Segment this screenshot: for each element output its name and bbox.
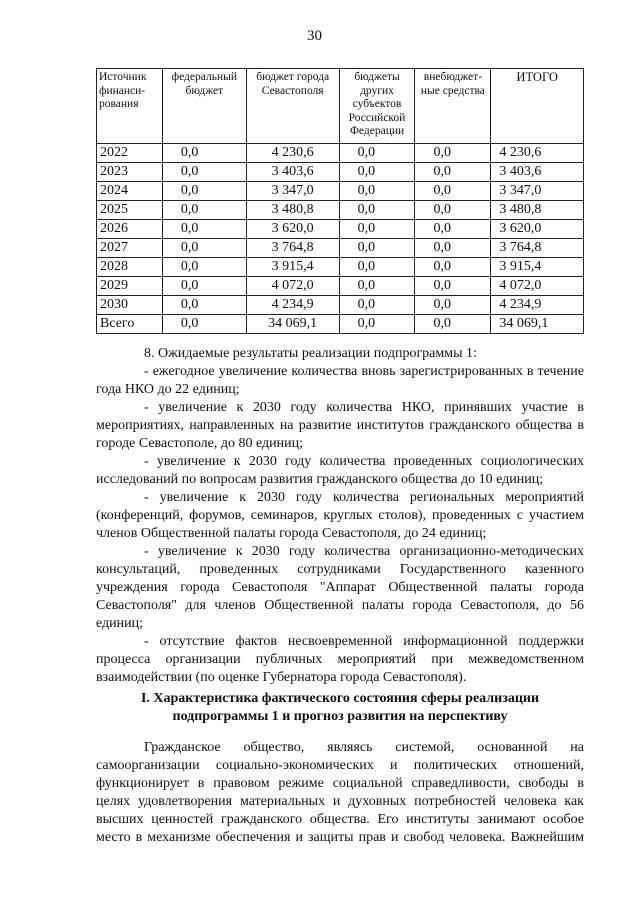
- cell-year: 2024: [97, 181, 163, 200]
- cell-federal: 0,0: [162, 295, 246, 314]
- cell-year: 2025: [97, 200, 163, 219]
- financing-table: [96, 68, 584, 334]
- section-heading-line2: подпрограммы 1 и прогноз развития на перспективу: [172, 709, 508, 724]
- cell-city: 4 230,6: [246, 143, 339, 162]
- header-other-subjects: бюджеты других субъектов Российской Федерации: [339, 69, 415, 144]
- table-row: [97, 143, 584, 162]
- header-source: Источник финанси-рования: [97, 69, 163, 144]
- cell-extrabudget: 0,0: [415, 200, 491, 219]
- cell-federal: 0,0: [162, 162, 246, 181]
- cell-other-subjects: 0,0: [339, 200, 415, 219]
- cell-other-subjects: 0,0: [339, 257, 415, 276]
- cell-federal: 0,0: [162, 200, 246, 219]
- cell-city: 4 234,9: [246, 295, 339, 314]
- cell-extrabudget: 0,0: [415, 276, 491, 295]
- cell-federal: 0,0: [162, 181, 246, 200]
- cell-year: 2029: [97, 276, 163, 295]
- table-row: [97, 219, 584, 238]
- table-row: [97, 181, 584, 200]
- result-item: - отсутствие фактов несвоевременной информационной поддержки процесса организации публичных мероприятий при межведомственном взаимодействии (по оценке Губернатора города Севастополя).: [96, 634, 584, 685]
- header-federal: федеральный бюджет: [162, 69, 246, 144]
- cell-year: 2022: [97, 143, 163, 162]
- cell-city: 3 403,6: [246, 162, 339, 181]
- header-total: ИТОГО: [491, 69, 584, 144]
- table-row: [97, 200, 584, 219]
- results-block: [96, 345, 584, 687]
- section-paragraph: Гражданское общество, являясь системой, основанной на самоорганизации социально-экономических и политических отношений, функционирует в правовом режиме социальной справедливости, свободы в целях удовлетворения материальных и духовных потребностей человека как высших ценностей гражданского общества. Его институты занимают особое место в механизме обеспечения и защиты прав и свобод человека. Важнейшим: [96, 740, 584, 845]
- table-row: [97, 238, 584, 257]
- result-item: - увеличение к 2030 году количества проведенных социологических исследований по вопросам развития гражданского общества до 10 единиц;: [96, 454, 584, 487]
- cell-extrabudget: 0,0: [415, 143, 491, 162]
- cell-city: 3 480,8: [246, 200, 339, 219]
- cell-extrabudget: 0,0: [415, 238, 491, 257]
- cell-total: 34 069,1: [491, 314, 584, 333]
- cell-total: 4 230,6: [491, 143, 584, 162]
- result-item: - ежегодное увеличение количества вновь зарегистрированных в течение года НКО до 22 единиц;: [96, 364, 584, 397]
- table-row: [97, 314, 584, 333]
- cell-other-subjects: 0,0: [339, 181, 415, 200]
- section-heading: [96, 690, 584, 726]
- cell-federal: 0,0: [162, 257, 246, 276]
- cell-federal: 0,0: [162, 276, 246, 295]
- cell-extrabudget: 0,0: [415, 162, 491, 181]
- cell-total: 3 403,6: [491, 162, 584, 181]
- cell-city: 4 072,0: [246, 276, 339, 295]
- table-header-row: [97, 69, 584, 144]
- cell-year: 2030: [97, 295, 163, 314]
- section-heading-line1: I. Характеристика фактического состояния сферы реализации: [140, 691, 540, 706]
- cell-city: 3 347,0: [246, 181, 339, 200]
- cell-extrabudget: 0,0: [415, 314, 491, 333]
- results-heading: 8. Ожидаемые результаты реализации подпрограммы 1:: [144, 346, 477, 361]
- cell-extrabudget: 0,0: [415, 295, 491, 314]
- table-row: [97, 257, 584, 276]
- cell-total: 3 347,0: [491, 181, 584, 200]
- cell-year: Всего: [97, 314, 163, 333]
- cell-extrabudget: 0,0: [415, 219, 491, 238]
- header-city: бюджет города Севастополя: [246, 69, 339, 144]
- cell-other-subjects: 0,0: [339, 276, 415, 295]
- page-number: 30: [307, 28, 322, 44]
- cell-year: 2027: [97, 238, 163, 257]
- cell-other-subjects: 0,0: [339, 143, 415, 162]
- result-item: - увеличение к 2030 году количества НКО, принявших участие в мероприятиях, направленных на развитие институтов гражданского общества в городе Севастополе, до 80 единиц;: [96, 400, 584, 451]
- cell-other-subjects: 0,0: [339, 295, 415, 314]
- cell-extrabudget: 0,0: [415, 181, 491, 200]
- cell-other-subjects: 0,0: [339, 219, 415, 238]
- table-row: [97, 162, 584, 181]
- result-item: - увеличение к 2030 году количества региональных мероприятий (конференций, форумов, семинаров, круглых столов), проведенных с участием членов Общественной палаты города Севастополя, до 24 единиц;: [96, 490, 584, 541]
- cell-extrabudget: 0,0: [415, 257, 491, 276]
- cell-city: 3 915,4: [246, 257, 339, 276]
- cell-other-subjects: 0,0: [339, 314, 415, 333]
- cell-city: 34 069,1: [246, 314, 339, 333]
- cell-year: 2028: [97, 257, 163, 276]
- cell-year: 2026: [97, 219, 163, 238]
- header-extrabudget: внебюджет-ные средства: [415, 69, 491, 144]
- cell-total: 3 915,4: [491, 257, 584, 276]
- cell-federal: 0,0: [162, 238, 246, 257]
- cell-total: 4 234,9: [491, 295, 584, 314]
- cell-other-subjects: 0,0: [339, 238, 415, 257]
- cell-city: 3 620,0: [246, 219, 339, 238]
- cell-federal: 0,0: [162, 219, 246, 238]
- cell-total: 3 620,0: [491, 219, 584, 238]
- table-row: [97, 295, 584, 314]
- section-body: [96, 739, 584, 847]
- cell-other-subjects: 0,0: [339, 162, 415, 181]
- result-item: - увеличение к 2030 году количества организационно-методических консультаций, проведенных сотрудниками Государственного казенного учреждения города Севастополя "Аппарат Общественной палаты города Севастополя" для членов Общественной палаты города Севастополя, до 56 единиц;: [96, 544, 584, 631]
- cell-city: 3 764,8: [246, 238, 339, 257]
- cell-year: 2023: [97, 162, 163, 181]
- cell-federal: 0,0: [162, 143, 246, 162]
- cell-total: 3 764,8: [491, 238, 584, 257]
- cell-federal: 0,0: [162, 314, 246, 333]
- cell-total: 4 072,0: [491, 276, 584, 295]
- table-row: [97, 276, 584, 295]
- cell-total: 3 480,8: [491, 200, 584, 219]
